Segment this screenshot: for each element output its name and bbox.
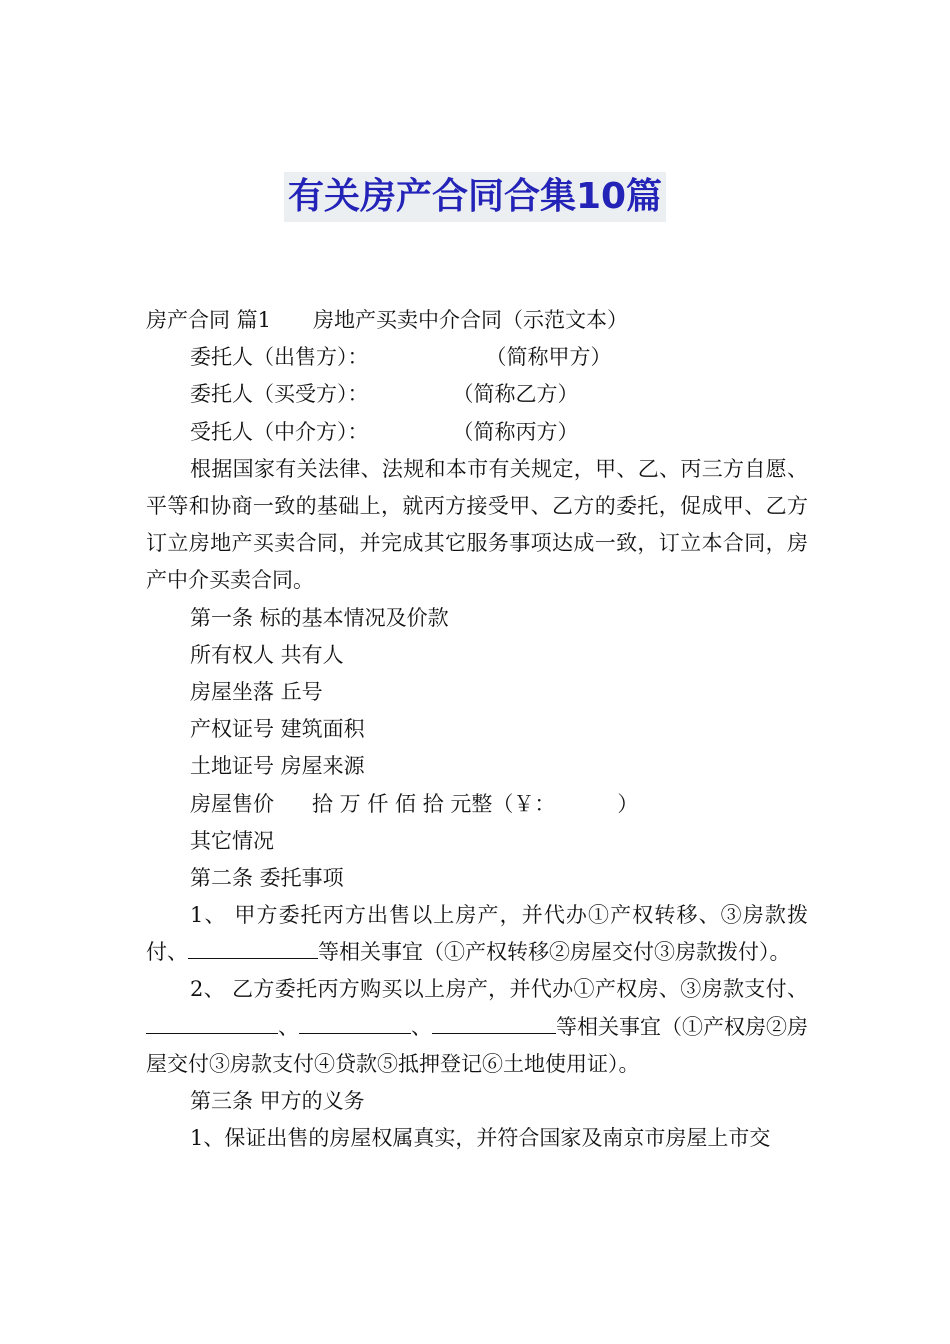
party-buyer-label: 委托人（买受方）：: [190, 382, 369, 407]
fill-blank-line: [299, 1009, 411, 1034]
price-close: ）: [617, 791, 639, 816]
separator: 、: [411, 1014, 432, 1039]
article1-other: 其它情况: [190, 828, 274, 853]
article1-heading: 第一条 标的基本情况及价款: [190, 605, 449, 630]
party-buyer-abbr: （简称乙方）: [452, 382, 579, 407]
article1-row: 所有权人 共有人: [190, 642, 344, 667]
article2-item1-text-b: 等相关事宜（①产权转移②房屋交付③房款拨付）。: [318, 940, 791, 965]
article2-item2: [146, 971, 808, 1083]
article2-item1-text-a: 1、 甲方委托丙方出售以上房产，并代办①产权转移、③房款拨付、: [146, 903, 808, 965]
fill-blank-line: [188, 934, 318, 959]
contract-name: 房地产买卖中介合同（示范文本）: [313, 308, 629, 332]
article1-row: 房屋坐落 丘号: [190, 679, 323, 704]
article3-heading: 第三条 甲方的义务: [190, 1089, 365, 1114]
separator: 、: [278, 1014, 299, 1039]
article2-item1: [146, 897, 808, 971]
article2-item2-text-a: 2、 乙方委托丙方购买以上房产，并代办①产权房、③房款支付、: [190, 977, 808, 1002]
intro-paragraph: 根据国家有关法律、法规和本市有关规定，甲、乙、丙三方自愿、平等和协商一致的基础上，就丙方接受甲、乙方的委托，促成甲、乙方订立房地产买卖合同，并完成其它服务事项达成一致，订立本合同，房产中介买卖合同。: [146, 456, 808, 593]
chapter-header: [146, 302, 808, 339]
chapter-label: 房产合同 篇1: [146, 308, 272, 332]
party-seller: [146, 339, 808, 376]
document-title: 有关房产合同合集10篇: [284, 172, 666, 222]
article1-row: 土地证号 房屋来源: [190, 754, 365, 779]
party-buyer: [146, 376, 808, 413]
article2-item2-text-b: 等相关事宜（①产权房②房屋交付③房款支付④贷款⑤抵押登记⑥土地使用证）。: [146, 1014, 808, 1076]
article2-heading: 第二条 委托事项: [190, 865, 344, 890]
title-wrapper: [0, 172, 950, 222]
party-seller-label: 委托人（出售方）：: [190, 345, 369, 370]
fill-blank-line: [146, 1009, 278, 1034]
party-agent-abbr: （简称丙方）: [452, 419, 579, 444]
party-agent-label: 受托人（中介方）：: [190, 419, 369, 444]
party-agent: [146, 414, 808, 451]
article3-item1: 1、保证出售的房屋权属真实，并符合国家及南京市房屋上市交: [190, 1126, 771, 1151]
price-label: 房屋售价: [190, 791, 274, 816]
price-row: [146, 786, 808, 823]
article1-row: 产权证号 建筑面积: [190, 717, 365, 742]
party-seller-abbr: （简称甲方）: [485, 345, 612, 370]
price-units: 拾 万 仟 佰 拾 元整（￥：: [312, 791, 556, 816]
fill-blank-line: [432, 1009, 556, 1034]
document-body: [146, 302, 808, 1157]
